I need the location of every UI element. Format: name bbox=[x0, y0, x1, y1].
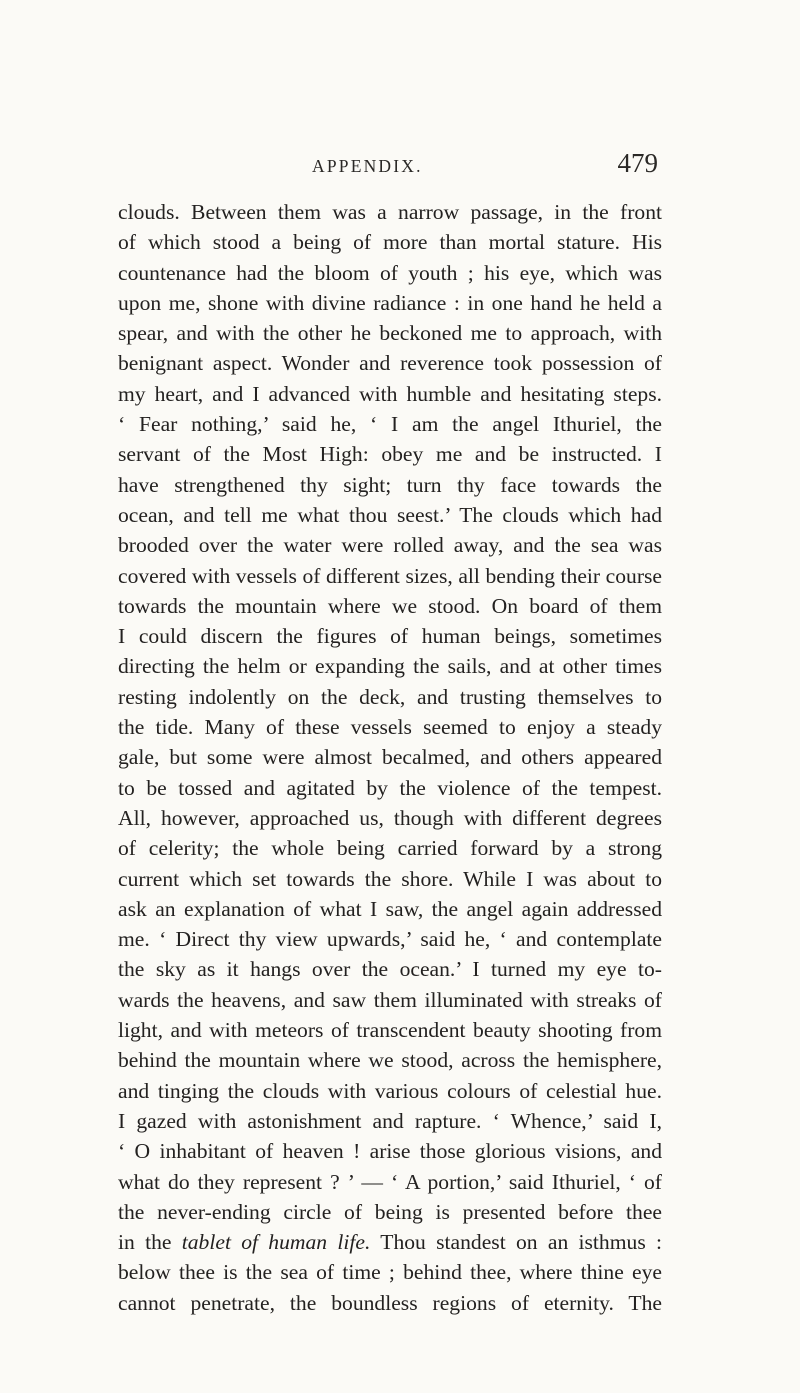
text-line: servant of the Most High: obey me and be instructed. I bbox=[118, 442, 662, 467]
text-line: behind the mountain where we stood, across the hemisphere, bbox=[118, 1048, 662, 1073]
body-text bbox=[118, 197, 662, 1318]
text-line: the tide. Many of these vessels seemed to enjoy a steady bbox=[118, 715, 662, 740]
text-line: directing the helm or expanding the sails, and at other times bbox=[118, 654, 662, 679]
text-line: I gazed with astonishment and rapture. ‘ Whence,’ said I, bbox=[118, 1108, 662, 1133]
text-line: the never-ending circle of being is presented before thee bbox=[118, 1199, 662, 1224]
running-head: APPENDIX. bbox=[312, 156, 423, 176]
text-line: and tinging the clouds with various colours of celestial hue. bbox=[118, 1078, 662, 1103]
text-line: I could discern the figures of human beings, sometimes bbox=[118, 624, 662, 649]
text-line: the sky as it hangs over the ocean.’ I turned my eye to- bbox=[118, 957, 662, 982]
text-line: light, and with meteors of transcendent beauty shooting from bbox=[118, 1018, 662, 1043]
text-line: spear, and with the other he beckoned me to approach, with bbox=[118, 321, 662, 346]
page-header bbox=[118, 148, 658, 188]
text-line: resting indolently on the deck, and trusting themselves to bbox=[118, 684, 662, 709]
line-segment: in the bbox=[118, 1230, 172, 1255]
text-line: my heart, and I advanced with humble and hesitating steps. bbox=[118, 381, 662, 406]
text-line: what do they represent ? ’ — ‘ A portion,’ said Ithuriel, ‘ of bbox=[118, 1169, 662, 1194]
text-line: countenance had the bloom of youth ; his eye, which was bbox=[118, 260, 662, 285]
line-segment: Thou standest on an isthmus : bbox=[380, 1230, 663, 1255]
text-line: ‘ O inhabitant of heaven ! arise those glorious visions, and bbox=[118, 1139, 662, 1164]
text-line: have strengthened thy sight; turn thy face towards the bbox=[118, 472, 662, 497]
italic-phrase: tablet of human life. bbox=[181, 1230, 371, 1255]
text-line: below thee is the sea of time ; behind thee, where thine eye bbox=[118, 1260, 662, 1285]
text-line: me. ‘ Direct thy view upwards,’ said he, ‘ and contemplate bbox=[118, 927, 662, 952]
text-line: covered with vessels of different sizes, all bending their course bbox=[118, 563, 662, 588]
text-line: towards the mountain where we stood. On board of them bbox=[118, 593, 662, 618]
text-line: gale, but some were almost becalmed, and others appeared bbox=[118, 745, 662, 770]
text-line: ask an explanation of what I saw, the angel again addressed bbox=[118, 896, 662, 921]
text-line: All, however, approached us, though with different degrees bbox=[118, 805, 662, 830]
text-line: wards the heavens, and saw them illuminated with streaks of bbox=[118, 987, 662, 1012]
text-line: to be tossed and agitated by the violence of the tempest. bbox=[118, 775, 662, 800]
text-line: benignant aspect. Wonder and reverence took possession of bbox=[118, 351, 662, 376]
text-line: ocean, and tell me what thou seest.’ The clouds which had bbox=[118, 502, 662, 527]
text-line: brooded over the water were rolled away, and the sea was bbox=[118, 533, 662, 558]
text-line: of celerity; the whole being carried forward by a strong bbox=[118, 836, 662, 861]
text-line: clouds. Between them was a narrow passage, in the front bbox=[118, 200, 662, 224]
text-line: upon me, shone with divine radiance : in one hand he held a bbox=[118, 290, 662, 315]
text-line: ‘ Fear nothing,’ said he, ‘ I am the angel Ithuriel, the bbox=[118, 412, 662, 437]
text-line: cannot penetrate, the boundless regions of eternity. The bbox=[118, 1290, 662, 1315]
text-line: current which set towards the shore. While I was about to bbox=[118, 866, 662, 891]
text-line: of which stood a being of more than mortal stature. His bbox=[118, 230, 662, 255]
page-number: 479 bbox=[617, 148, 658, 178]
text-line-with-italic bbox=[118, 1227, 662, 1257]
